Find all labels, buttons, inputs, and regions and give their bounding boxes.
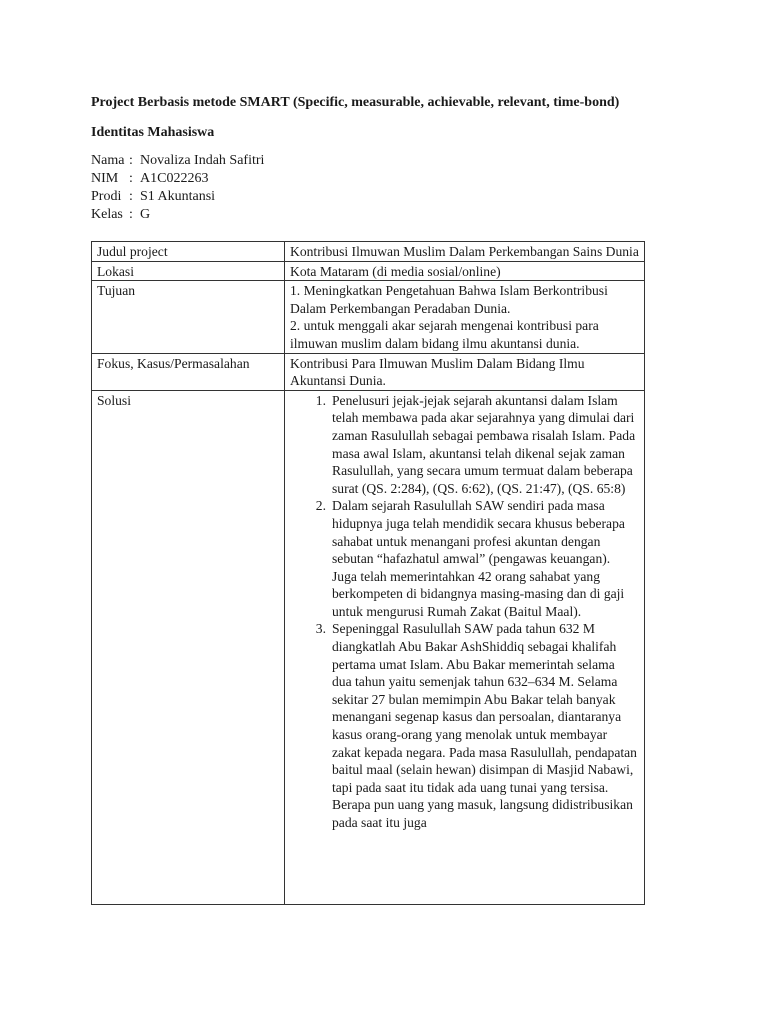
identity-value: A1C022263 <box>140 171 209 186</box>
document-title: Project Berbasis metode SMART (Specific, measurable, achievable, relevant, time-bond) <box>91 95 620 110</box>
identity-value: S1 Akuntansi <box>140 189 216 204</box>
row-label: Fokus, Kasus/Permasalahan <box>92 353 285 390</box>
row-value: Kontribusi Ilmuwan Muslim Dalam Perkembangan Sains Dunia <box>285 242 645 262</box>
identity-value: G <box>140 207 151 222</box>
section-heading-identitas: Identitas Mahasiswa <box>91 125 215 140</box>
table-row-solusi <box>92 390 645 904</box>
table-row-judul <box>92 242 645 262</box>
list-item <box>290 620 639 831</box>
list-item-number: 2. <box>315 498 326 514</box>
tujuan-item: 2. untuk menggali akar sejarah mengenai kontribusi para ilmuwan muslim dalam bidang ilmu akuntansi dunia. <box>290 318 599 351</box>
identity-value: Novaliza Indah Safitri <box>140 153 265 168</box>
row-label: Lokasi <box>92 261 285 281</box>
tujuan-item: 1. Meningkatkan Pengetahuan Bahwa Islam Berkontribusi Dalam Perkembangan Peradaban Dunia. <box>290 283 608 316</box>
table-row-lokasi <box>92 261 645 281</box>
table-row-tujuan <box>92 281 645 353</box>
row-label: Tujuan <box>92 281 285 353</box>
row-label: Judul project <box>92 242 285 262</box>
list-item <box>290 497 639 620</box>
identity-label: Prodi <box>91 189 122 204</box>
identity-separator: : <box>129 153 133 168</box>
list-item-text: Penelusuri jejak-jejak sejarah akuntansi dalam Islam telah membawa pada akar sejarahnya yang dimulai dari zaman Rasulullah sebagai pembawa risalah Islam. Pada masa awal Islam, akuntansi telah dikenal sejak zaman Rasulullah, yang secara umum termuat dalam beberapa surat (QS. 2:284), (QS. 6:62), (QS. 21:47), (QS. 65:8) <box>332 392 636 496</box>
row-value: Kontribusi Para Ilmuwan Muslim Dalam Bidang Ilmu Akuntansi Dunia. <box>285 353 645 390</box>
identity-row-nama <box>91 152 264 170</box>
identity-label: NIM <box>91 171 119 186</box>
list-item-text: Sepeninggal Rasulullah SAW pada tahun 632 M diangkatlah Abu Bakar AshShiddiq sebagai khalifah pertama umat Islam. Abu Bakar memerintah selama dua tahun yaitu semenjak tahun 632–634 M. Selama sekitar 27 bulan memimpin Abu Bakar telah banyak menangani segenap kasus dan persoalan, diantaranya kasus orang-orang yang menolak untuk membayar zakat kepada negara. Pada masa Rasulullah, pendapatan baitul maal (selain hewan) disimpan di Masjid Nabawi, tapi pada saat itu tidak ada uang tunai yang tersisa. Berapa pun uang yang masuk, langsung didistribusikan pada saat itu juga <box>332 621 637 830</box>
list-item-text: Dalam sejarah Rasulullah SAW sendiri pada masa hidupnya juga telah mendidik secara khusus beberapa sahabat untuk menangani profesi akuntan dengan sebutan “hafazhatul amwal” (pengawas keuangan). Juga telah memerintahkan 42 orang sahabat yang berkompeten di bidangnya masing-masing dan di gaji untuk mengurusi Rumah Zakat (Baitul Maal). <box>332 498 625 619</box>
list-item-number: 1. <box>315 392 326 408</box>
list-item <box>290 392 639 498</box>
identity-row-nim <box>91 170 264 188</box>
list-item-number: 3. <box>315 621 326 637</box>
identity-label: Nama <box>91 153 125 168</box>
project-table <box>91 241 645 905</box>
row-label: Solusi <box>92 390 285 904</box>
identity-separator: : <box>129 171 133 186</box>
identity-block <box>91 152 264 224</box>
identity-separator: : <box>129 207 133 222</box>
solusi-list <box>290 392 639 832</box>
identity-label: Kelas <box>91 207 123 222</box>
table-row-fokus <box>92 353 645 390</box>
row-value <box>285 390 645 904</box>
identity-separator: : <box>129 189 133 204</box>
identity-row-prodi <box>91 188 264 206</box>
row-value: Kota Mataram (di media sosial/online) <box>285 261 645 281</box>
row-value <box>285 281 645 353</box>
identity-row-kelas <box>91 206 264 224</box>
